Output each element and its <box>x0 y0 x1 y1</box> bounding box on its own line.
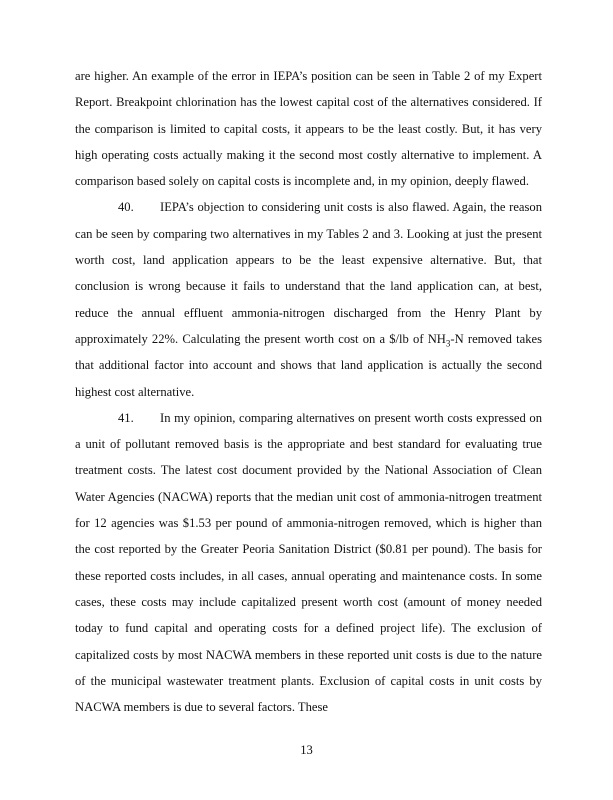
document-body <box>75 63 542 720</box>
subscript: 3 <box>445 338 451 349</box>
page-number: 13 <box>300 743 313 757</box>
continuation-paragraph: are higher. An example of the error in IEPA’s position can be seen in Table 2 of my Expert Report. Breakpoint chlorination has the lowest capital cost of the alternatives considered. If the comparison is limited to capital costs, it appears to be the least costly. But, it has very high operating costs actually making it the second most costly alternative to implement. A comparison based solely on capital costs is incomplete and, in my opinion, deeply flawed. <box>75 69 542 189</box>
paragraph-number: 40. <box>118 200 134 215</box>
paragraph-number: 41. <box>118 410 134 425</box>
paragraph-text: In my opinion, comparing alternatives on present worth costs expressed on a unit of pollutant removed basis is the appropriate and best standard for evaluating true treatment costs. The latest cost document provided by the National Association of Clean Water Agencies (NACWA) reports that the median unit cost of ammonia-nitrogen treatment for 12 agencies was $1.53 per pound of ammonia-nitrogen removed, which is higher than the cost reported by the Greater Peoria Sanitation District ($0.81 per pound). The basis for these reported costs includes, in all cases, annual operating and maintenance costs. In some cases, these costs may include capitalized present worth cost (amount of money needed today to fund capital and operating costs for a defined project life). The exclusion of capitalized costs by most NACWA members in these reported unit costs is due to the nature of the municipal wastewater treatment plants. Exclusion of capital costs in unit costs by NACWA members is due to several factors. These <box>75 410 542 715</box>
paragraph-40 <box>75 194 542 404</box>
paragraph-text-continued: -N removed takes that additional factor into account and shows that land application is actually the second highest cost alternative. <box>75 331 542 399</box>
paragraph-text: IEPA’s objection to considering unit costs is also flawed. Again, the reason can be seen by comparing two alternatives in my Tables 2 and 3. Looking at just the present worth cost, land application appears to be the least expensive alternative. But, that conclusion is wrong because it fails to understand that the land application can, at best, reduce the annual effluent ammonia-nitrogen discharged from the Henry Plant by approximately 22%. Calculating the present worth cost on a $/lb of NH <box>75 200 542 346</box>
paragraph-41 <box>75 405 542 721</box>
